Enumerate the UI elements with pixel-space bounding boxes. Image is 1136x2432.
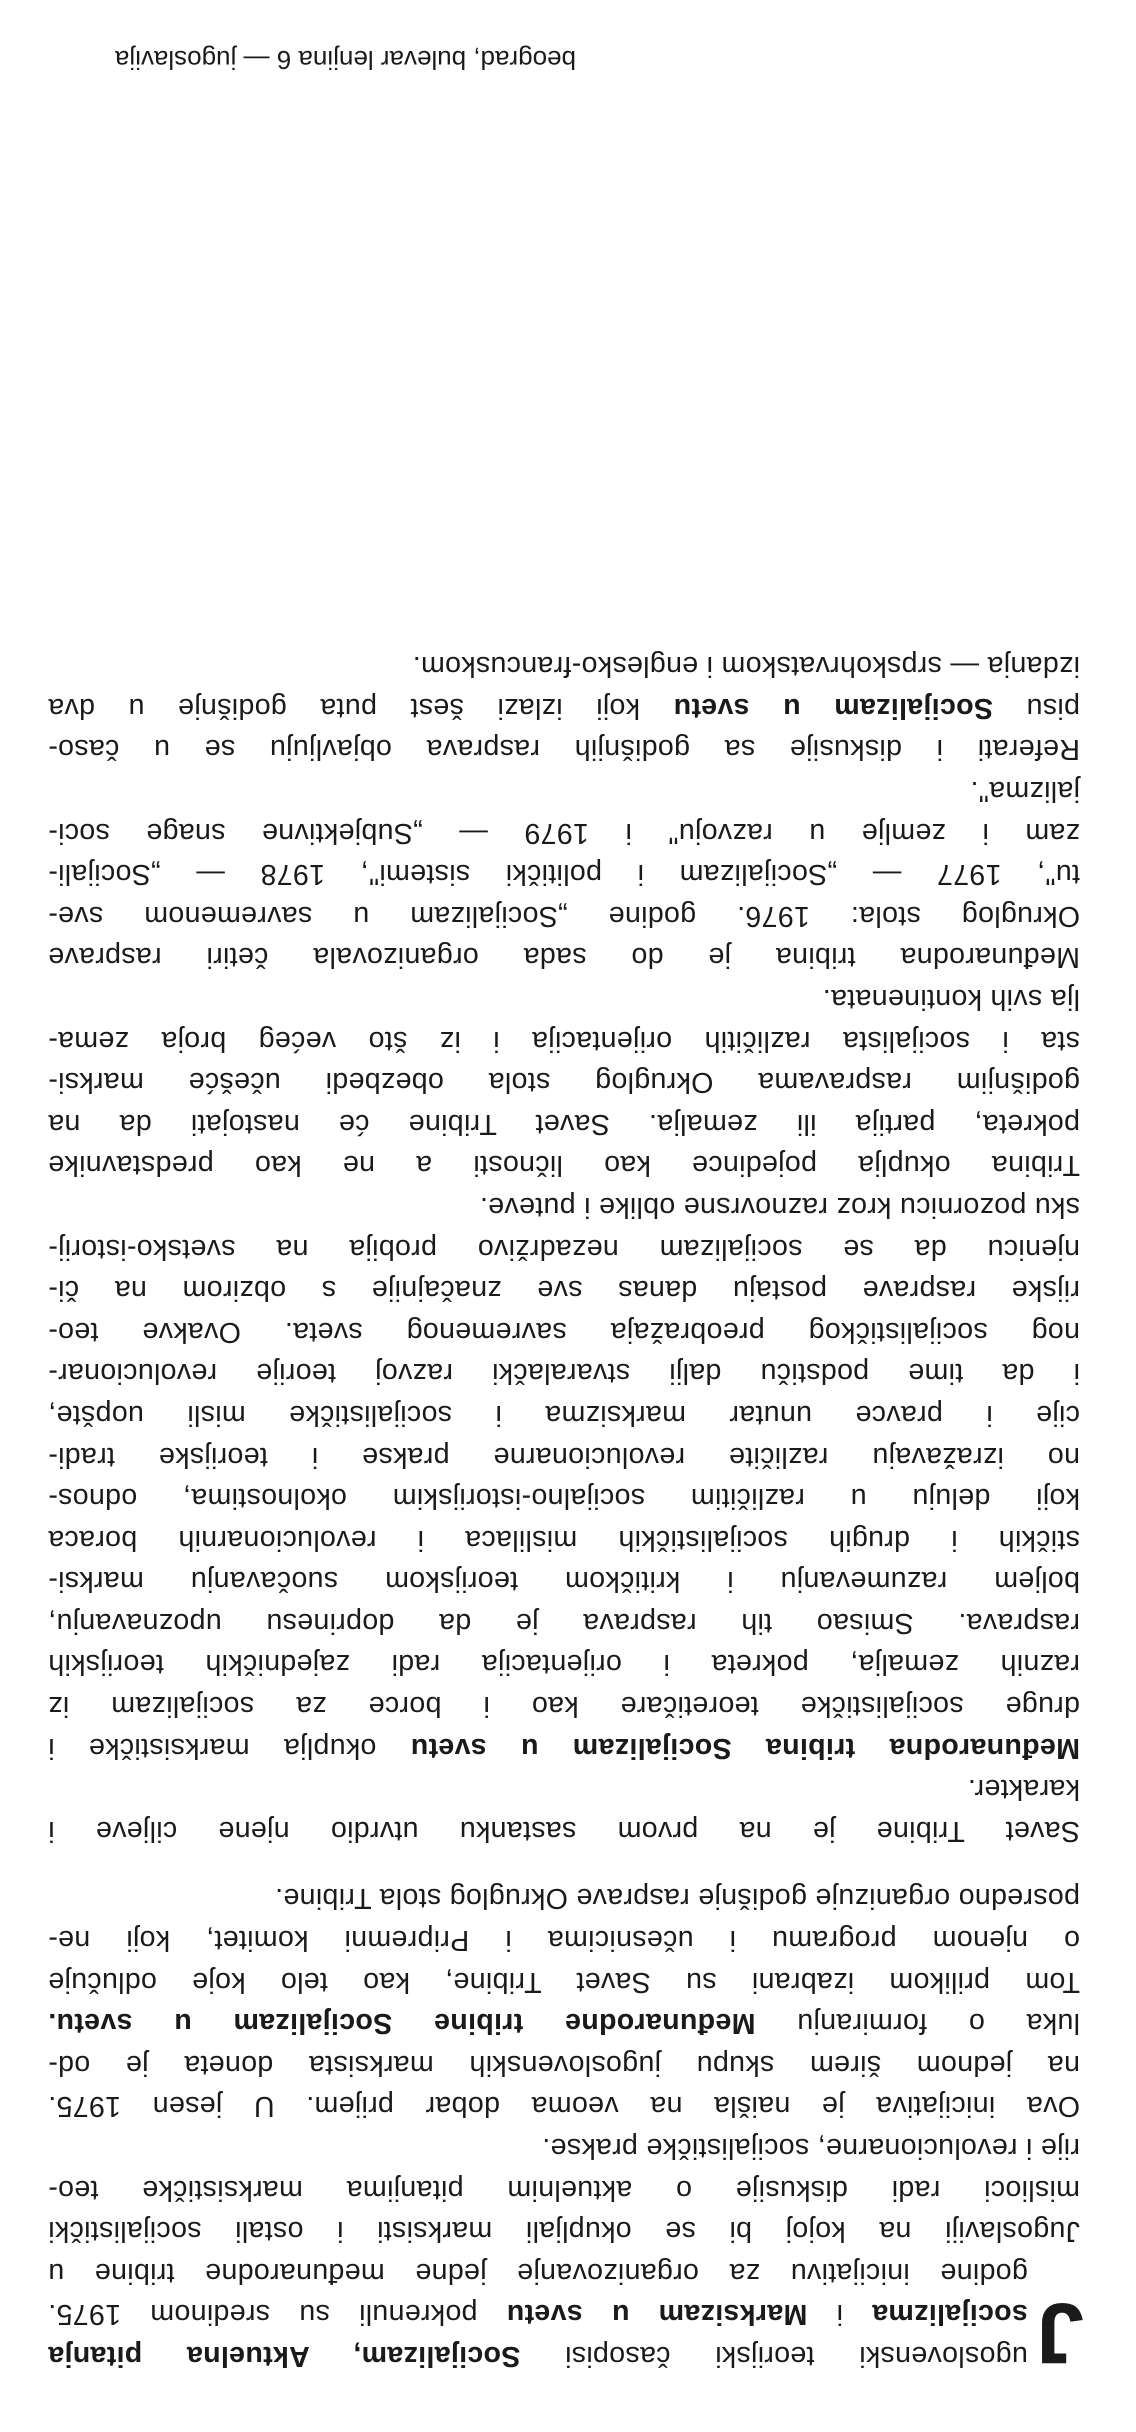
paragraph-line: boljem razumevanju i kritičkom teorijskom suočavanju marksi-: [48, 1565, 1080, 1598]
paragraph-line: raznih zemalja, pokreta i orijentacija radi zajedničkih teorijskih: [48, 1648, 1080, 1681]
document-body: [47, 645, 1084, 2381]
paragraph-line: tu", 1977 — „Socijalizam i politički sistemi", 1978 — „Socijali-: [48, 858, 1080, 891]
paragraph-line: jalizma".: [970, 775, 1080, 808]
paragraph-line: zam i zemlje u razvoju" i 1979 — „Subjektivne snage soci-: [48, 816, 1080, 849]
paragraph-line: lja svih kontinenata.: [822, 983, 1080, 1015]
paragraph-line: godišnjim raspravama Okruglog stola obezbedi učešće marksi-: [48, 1066, 1080, 1099]
paragraph-line: Međunarodna tribina je do sada organizovala četiri rasprave: [48, 941, 1080, 974]
paragraph-line: sku pozornicu kroz raznovrsne oblike i puteve.: [479, 1190, 1080, 1223]
drop-cap: J: [1035, 2285, 1084, 2381]
paragraph-line: Ova inicijativa je naišla na veoma dobar prijem. U jesen 1975.: [48, 2090, 1080, 2123]
paragraph-line: stičkih i drugih socijalističkih mislilaca i revolucionarnih boraca: [48, 1523, 1080, 1556]
paragraph-line: mislioci radi diskusije o aktuelnim pitanjima marksističke teo-: [48, 2173, 1080, 2206]
paragraph-mission: [48, 1185, 1080, 1767]
paragraph-line: pokreta, partija ili zemalja. Savet Tribine će nastojati da na: [48, 1107, 1080, 1140]
footer-address: beograd, bulevar lenjina 6 — jugoslavija: [114, 45, 576, 75]
paragraph-founding: [48, 1877, 1080, 2127]
paragraph-line: cije i pravce unutar marksizma i socijalističke misli uopšte,: [48, 1398, 1080, 1431]
paragraph-line: nog socijalističkog preobražaja savremenog sveta. Ovakve teo-: [48, 1315, 1080, 1348]
paragraph-line: pisu Socijalizam u svetu koji izlazi šest puta godišnje u dva: [47, 691, 1080, 724]
paragraph-line: Referati i diskusije sa godišnjih rasprava objavljuju se u časo-: [48, 733, 1080, 766]
paragraph-line: godine inicijativu za organizovanje jedne međunarodne tribine u: [48, 2256, 1028, 2289]
paragraph-line: Tribina okuplja pojedince kao ličnosti a ne kao predstavnike: [48, 1149, 1080, 1182]
paragraph-line: Okruglog stola: 1976. godine „Socijalizam u savremenom sve-: [48, 899, 1080, 932]
paragraph-line: druge socijalističke teoretičare kao i borce za socijalizam iz: [48, 1690, 1080, 1723]
paragraph-round-tables: [48, 769, 1080, 977]
paragraph-line: no izražavaju različite revolucionarne prakse i teorijske tradi-: [48, 1440, 1080, 1473]
paragraph-line: Savet Tribine je na prvom sastanku utvrdio njene ciljeve i: [48, 1814, 1080, 1847]
paragraph-publication: [48, 645, 1080, 770]
paragraph-line: koji deluju u različitim socijalno-istorijskim okolnostima, odnos-: [48, 1482, 1080, 1515]
paragraph-line: socijalizma i Marksizam u svetu pokrenuli su sredinom 1975.: [48, 2298, 1028, 2331]
paragraph-goals: [48, 1768, 1080, 1851]
paragraph-line: rasprava. Smisao tih rasprava je da doprinesu upoznavanju,: [48, 1606, 1080, 1639]
paragraph-line: Međunarodna tribina Socijalizam u svetu okuplja marksističke i: [48, 1731, 1080, 1764]
paragraph-line: karakter.: [967, 1773, 1080, 1806]
paragraph-line: Jugoslaviji na kojoj bi se okupljali marksisti i ostali socijalistički: [48, 2215, 1080, 2248]
paragraph-line: luka o formiranju Međunarodne tribine Socijalizam u svetu.: [48, 2007, 1080, 2040]
paragraph-line: rije i revolucionarne, socijalističke prakse.: [542, 2132, 1080, 2165]
paragraph-line: na jednom širem skupu jugoslovenskih marksista doneta je od-: [48, 2048, 1080, 2081]
paragraph-line: posredno organizuje godišnje rasprave Okruglog stola Tribine.: [274, 1882, 1080, 1915]
paragraph-intro: [47, 2126, 1084, 2381]
paragraph-line: rijske rasprave postaju danas sve značajnije s obzirom na či-: [48, 1274, 1080, 1307]
paragraph-line: o njenom programu i učesnicima i Pripremni komitet, koji ne-: [48, 1924, 1080, 1957]
paragraph-line: ugoslovenski teorijski časopisi Socijalizam, Aktuelna pitanja: [47, 2340, 1028, 2372]
paragraph-line: izdanja — srpskohrvatskom i englesko-francuskom.: [412, 650, 1080, 683]
paragraph-line: i da time podstiču dalji stvaralački razvoj teorije revolucionar-: [48, 1357, 1080, 1390]
paragraph-line: Tom prilikom izabrani su Savet Tribine, kao telo koje odlučuje: [48, 1965, 1080, 1998]
paragraph-participants: [48, 977, 1080, 1185]
paragraph-line: sta i socijalista različitih orijentacija i iz što većeg broja zema-: [48, 1024, 1080, 1057]
paragraph-line: njenicu da se socijalizam nezadrživo probija na svetsko-istorij-: [48, 1232, 1080, 1265]
paragraph-gap: [48, 1851, 1080, 1877]
